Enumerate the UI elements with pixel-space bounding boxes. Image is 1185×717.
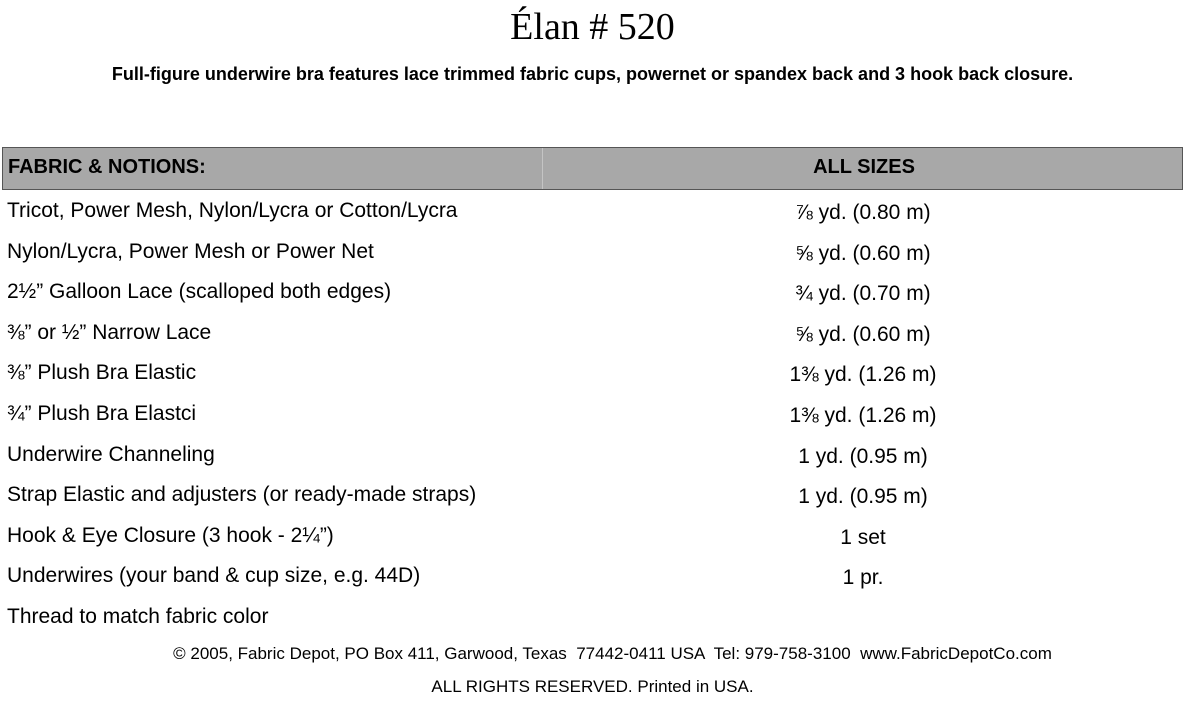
page-subtitle: Full-figure underwire bra features lace trimmed fabric cups, powernet or spandex back and 3 hook back closure. xyxy=(111,64,1074,84)
table-row xyxy=(0,518,1185,559)
footer-copyright: © 2005, Fabric Depot, PO Box 411, Garwood, Texas 77442-0411 USA Tel: 979-758-3100 www.FabricDepotCo.com xyxy=(173,644,1052,663)
header-all-sizes: ALL SIZES xyxy=(813,156,915,178)
table-row xyxy=(0,477,1185,518)
row-quantity: ⅝ yd. (0.60 m) xyxy=(795,241,931,265)
table-row xyxy=(0,599,1185,640)
row-item: Strap Elastic and adjusters (or ready-made straps) xyxy=(7,483,477,507)
table-row xyxy=(0,193,1185,234)
footer-rights: ALL RIGHTS RESERVED. Printed in USA. xyxy=(431,677,754,696)
table-row xyxy=(0,315,1185,356)
table-header xyxy=(2,147,1183,190)
row-item: Thread to match fabric color xyxy=(7,604,269,628)
row-quantity: 1⅜ yd. (1.26 m) xyxy=(789,363,937,387)
table-row xyxy=(0,355,1185,396)
row-item: ⅜” or ½” Narrow Lace xyxy=(7,320,212,344)
table-row xyxy=(0,558,1185,599)
row-quantity: 1 yd. (0.95 m) xyxy=(798,485,928,509)
row-quantity: ⅞ yd. (0.80 m) xyxy=(795,201,931,224)
row-item: Nylon/Lycra, Power Mesh or Power Net xyxy=(7,239,374,263)
row-item: Hook & Eye Closure (3 hook - 2¼”) xyxy=(7,523,334,547)
row-quantity: 1 set xyxy=(840,525,886,549)
materials-table xyxy=(0,193,1185,640)
row-item: ¾” Plush Bra Elastci xyxy=(7,401,197,425)
row-item: Underwires (your band & cup size, e.g. 44D) xyxy=(7,564,421,588)
table-row xyxy=(0,396,1185,437)
row-item: 2½” Galloon Lace (scalloped both edges) xyxy=(7,280,392,304)
row-item: ⅜” Plush Bra Elastic xyxy=(7,361,197,385)
row-item: Underwire Channeling xyxy=(7,442,215,466)
header-fabric-notions: FABRIC & NOTIONS: xyxy=(8,148,543,189)
row-quantity: 1 yd. (0.95 m) xyxy=(798,444,928,468)
row-quantity: ¾ yd. (0.70 m) xyxy=(795,282,931,306)
table-row xyxy=(0,234,1185,275)
table-row xyxy=(0,274,1185,315)
table-row xyxy=(0,437,1185,478)
row-quantity: 1⅜ yd. (1.26 m) xyxy=(789,403,937,427)
row-item: Tricot, Power Mesh, Nylon/Lycra or Cotton/Lycra xyxy=(7,199,458,222)
page-title: Élan # 520 xyxy=(510,6,675,48)
row-quantity: 1 pr. xyxy=(842,566,884,590)
row-quantity: ⅝ yd. (0.60 m) xyxy=(795,322,931,346)
